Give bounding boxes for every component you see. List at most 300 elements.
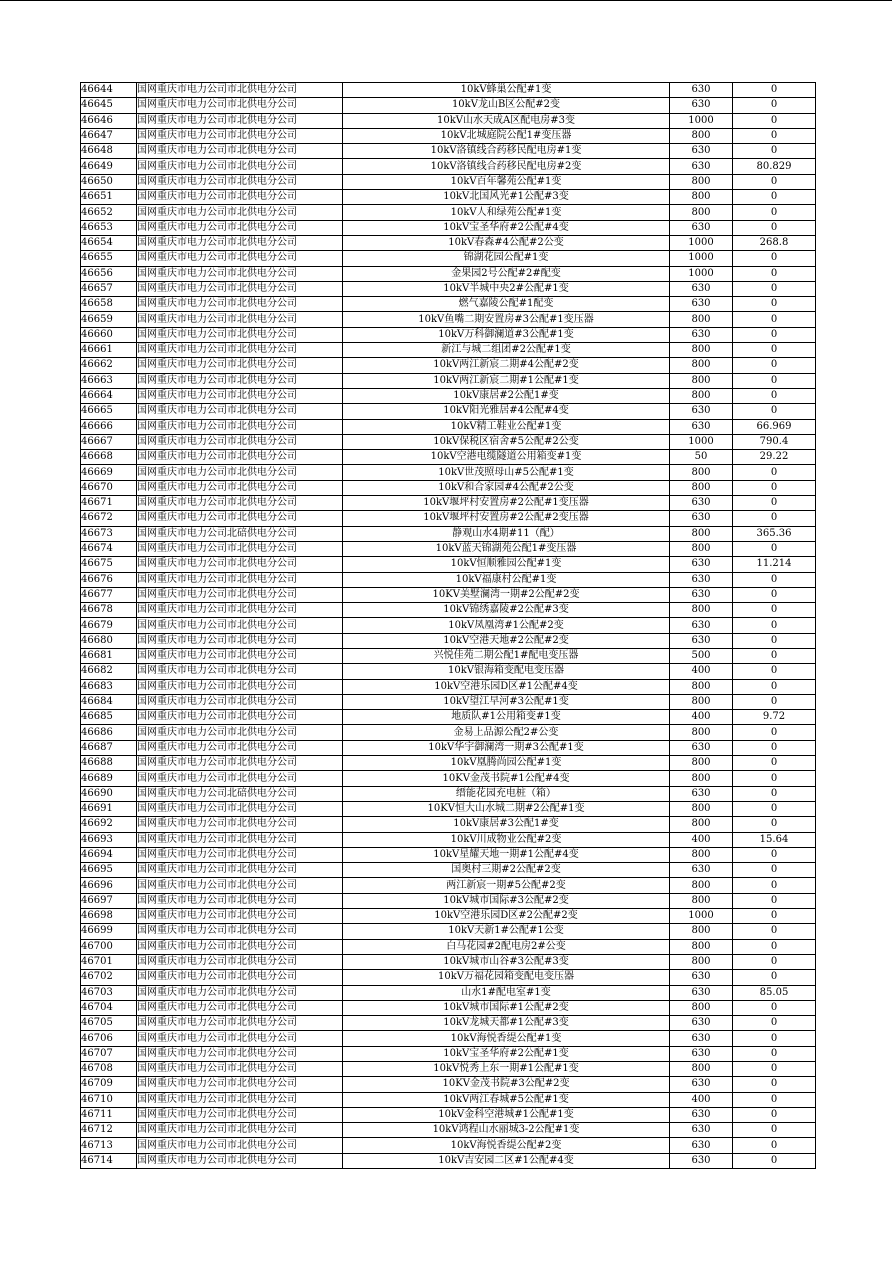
load-value: 11.214	[733, 557, 816, 572]
load-value: 0	[733, 694, 816, 709]
table-row	[81, 480, 816, 495]
company-name: 国网重庆市电力公司市北供电分公司	[137, 847, 343, 862]
capacity-value: 800	[670, 526, 733, 541]
capacity-value: 630	[670, 419, 733, 434]
transformer-name: 10kV凤凰湾#1公配#2变	[343, 618, 670, 633]
load-value: 0	[733, 847, 816, 862]
load-value: 0	[733, 1138, 816, 1153]
transformer-name: 缙能花园充电桩（箱）	[343, 786, 670, 801]
company-name: 国网重庆市电力公司市北供电分公司	[137, 327, 343, 342]
company-name: 国网重庆市电力公司市北供电分公司	[137, 1000, 343, 1015]
table-row	[81, 358, 816, 373]
company-name: 国网重庆市电力公司市北供电分公司	[137, 557, 343, 572]
row-id: 46708	[81, 1062, 137, 1077]
load-value: 0	[733, 312, 816, 327]
row-id: 46661	[81, 343, 137, 358]
company-name: 国网重庆市电力公司市北供电分公司	[137, 817, 343, 832]
table-row	[81, 817, 816, 832]
load-value: 0	[733, 128, 816, 143]
row-id: 46658	[81, 297, 137, 312]
table-row	[81, 1031, 816, 1046]
transformer-name: 10kV星耀天地一期#1公配#4变	[343, 847, 670, 862]
row-id: 46659	[81, 312, 137, 327]
transformer-name: 10kV海悦香缇公配#1变	[343, 1031, 670, 1046]
row-id: 46710	[81, 1092, 137, 1107]
table-row	[81, 297, 816, 312]
transformer-name: 10kV半城中央2#公配#1变	[343, 281, 670, 296]
table-row	[81, 235, 816, 250]
company-name: 国网重庆市电力公司市北供电分公司	[137, 618, 343, 633]
transformer-name: 10kV洛镇线合药移民配电房#1变	[343, 144, 670, 159]
company-name: 国网重庆市电力公司市北供电分公司	[137, 572, 343, 587]
transformer-name: 10kV两江新宸二期#4公配#2变	[343, 358, 670, 373]
table-row	[81, 511, 816, 526]
company-name: 国网重庆市电力公司市北供电分公司	[137, 924, 343, 939]
row-id: 46705	[81, 1016, 137, 1031]
transformer-name: 10kV龙山B区公配#2变	[343, 98, 670, 113]
load-value: 85.05	[733, 985, 816, 1000]
load-value: 0	[733, 603, 816, 618]
transformer-name: 兴悦佳苑二期公配1#配电变压器	[343, 648, 670, 663]
row-id: 46687	[81, 740, 137, 755]
table-row	[81, 939, 816, 954]
company-name: 国网重庆市电力公司市北供电分公司	[137, 373, 343, 388]
load-value: 0	[733, 1077, 816, 1092]
table-row	[81, 526, 816, 541]
transformer-name: 10kV银海箱变配电变压器	[343, 664, 670, 679]
table-row	[81, 557, 816, 572]
capacity-value: 630	[670, 404, 733, 419]
capacity-value: 800	[670, 679, 733, 694]
capacity-value: 630	[670, 327, 733, 342]
row-id: 46666	[81, 419, 137, 434]
load-value: 0	[733, 281, 816, 296]
company-name: 国网重庆市电力公司市北供电分公司	[137, 878, 343, 893]
capacity-value: 630	[670, 496, 733, 511]
company-name: 国网重庆市电力公司市北供电分公司	[137, 251, 343, 266]
capacity-value: 1000	[670, 909, 733, 924]
table-row	[81, 924, 816, 939]
table-row	[81, 174, 816, 189]
transformer-name: 10kV北国风光#1公配#3变	[343, 190, 670, 205]
capacity-value: 630	[670, 1077, 733, 1092]
load-value: 0	[733, 113, 816, 128]
transformer-name: 10kV百年馨苑公配#1变	[343, 174, 670, 189]
table-row	[81, 1123, 816, 1138]
transformer-name: 10kV山水天成A区配电房#3变	[343, 113, 670, 128]
row-id: 46685	[81, 710, 137, 725]
load-value: 0	[733, 1000, 816, 1015]
transformer-name: 10kV川成物业公配#2变	[343, 832, 670, 847]
transformer-name: 10kV鸿程山水丽城3-2公配#1变	[343, 1123, 670, 1138]
transformer-name: 10kV世茂照母山#5公配#1变	[343, 465, 670, 480]
row-id: 46693	[81, 832, 137, 847]
table-row	[81, 1062, 816, 1077]
transformer-name: 10kV北城庭院公配1#变压器	[343, 128, 670, 143]
row-id: 46691	[81, 801, 137, 816]
transformer-name: 10kV春森#4公配#2公变	[343, 235, 670, 250]
table-row	[81, 450, 816, 465]
load-value: 0	[733, 648, 816, 663]
company-name: 国网重庆市电力公司北碚供电分公司	[137, 786, 343, 801]
table-row	[81, 83, 816, 98]
table-row	[81, 404, 816, 419]
company-name: 国网重庆市电力公司市北供电分公司	[137, 159, 343, 174]
table-row	[81, 312, 816, 327]
company-name: 国网重庆市电力公司市北供电分公司	[137, 1092, 343, 1107]
row-id: 46647	[81, 128, 137, 143]
capacity-value: 800	[670, 358, 733, 373]
row-id: 46681	[81, 648, 137, 663]
load-value: 0	[733, 1046, 816, 1061]
transformer-name: 10kV华宇御澜湾一期#3公配#1变	[343, 740, 670, 755]
transformer-name: 10KV恒大山水城二期#2公配#1变	[343, 801, 670, 816]
company-name: 国网重庆市电力公司市北供电分公司	[137, 985, 343, 1000]
company-name: 国网重庆市电力公司市北供电分公司	[137, 939, 343, 954]
company-name: 国网重庆市电力公司市北供电分公司	[137, 404, 343, 419]
capacity-value: 630	[670, 863, 733, 878]
capacity-value: 630	[670, 633, 733, 648]
transformer-name: 10kV蓝天锦湖苑公配1#变压器	[343, 541, 670, 556]
capacity-value: 1000	[670, 266, 733, 281]
capacity-value: 800	[670, 878, 733, 893]
row-id: 46682	[81, 664, 137, 679]
company-name: 国网重庆市电力公司市北供电分公司	[137, 297, 343, 312]
capacity-value: 800	[670, 312, 733, 327]
company-name: 国网重庆市电力公司市北供电分公司	[137, 511, 343, 526]
load-value: 0	[733, 144, 816, 159]
capacity-value: 800	[670, 893, 733, 908]
company-name: 国网重庆市电力公司市北供电分公司	[137, 541, 343, 556]
transformer-name: 10kV空港天地#2公配#2变	[343, 633, 670, 648]
row-id: 46674	[81, 541, 137, 556]
table-row	[81, 128, 816, 143]
company-name: 国网重庆市电力公司市北供电分公司	[137, 603, 343, 618]
page-top-rule	[0, 0, 892, 1]
transformer-name: 10kV康居#3公配1#变	[343, 817, 670, 832]
company-name: 国网重庆市电力公司市北供电分公司	[137, 679, 343, 694]
capacity-value: 800	[670, 480, 733, 495]
capacity-value: 630	[670, 786, 733, 801]
company-name: 国网重庆市电力公司市北供电分公司	[137, 756, 343, 771]
capacity-value: 800	[670, 541, 733, 556]
row-id: 46662	[81, 358, 137, 373]
row-id: 46673	[81, 526, 137, 541]
capacity-value: 630	[670, 740, 733, 755]
company-name: 国网重庆市电力公司市北供电分公司	[137, 266, 343, 281]
table-row	[81, 572, 816, 587]
company-name: 国网重庆市电力公司市北供电分公司	[137, 1046, 343, 1061]
capacity-value: 1000	[670, 251, 733, 266]
capacity-value: 800	[670, 205, 733, 220]
load-value: 0	[733, 1153, 816, 1168]
load-value: 0	[733, 297, 816, 312]
row-id: 46664	[81, 388, 137, 403]
table-row	[81, 710, 816, 725]
row-id: 46707	[81, 1046, 137, 1061]
row-id: 46645	[81, 98, 137, 113]
capacity-value: 1000	[670, 235, 733, 250]
company-name: 国网重庆市电力公司北碚供电分公司	[137, 526, 343, 541]
load-value: 0	[733, 863, 816, 878]
load-value: 0	[733, 174, 816, 189]
capacity-value: 800	[670, 756, 733, 771]
capacity-value: 800	[670, 817, 733, 832]
transformer-name: 10kV宝圣华府#2公配#4变	[343, 220, 670, 235]
load-value: 0	[733, 970, 816, 985]
capacity-value: 630	[670, 1153, 733, 1168]
load-value: 0	[733, 404, 816, 419]
table-row	[81, 909, 816, 924]
table-row	[81, 648, 816, 663]
row-id: 46690	[81, 786, 137, 801]
load-value: 0	[733, 664, 816, 679]
row-id: 46644	[81, 83, 137, 98]
load-value: 0	[733, 633, 816, 648]
table-row	[81, 1016, 816, 1031]
company-name: 国网重庆市电力公司市北供电分公司	[137, 1107, 343, 1122]
transformer-name: 燃气嘉陵公配#1配变	[343, 297, 670, 312]
load-value: 0	[733, 725, 816, 740]
capacity-value: 630	[670, 220, 733, 235]
table-row	[81, 1107, 816, 1122]
row-id: 46702	[81, 970, 137, 985]
transformer-name: 10KV美墅澜湾一期#2公配#2变	[343, 587, 670, 602]
load-value: 790.4	[733, 434, 816, 449]
transformer-name: 10kV悦秀上东一期#1公配#1变	[343, 1062, 670, 1077]
transformer-name: 10kV和合家园#4公配#2公变	[343, 480, 670, 495]
table-row	[81, 541, 816, 556]
load-value: 0	[733, 924, 816, 939]
company-name: 国网重庆市电力公司市北供电分公司	[137, 419, 343, 434]
company-name: 国网重庆市电力公司市北供电分公司	[137, 771, 343, 786]
company-name: 国网重庆市电力公司市北供电分公司	[137, 832, 343, 847]
table-row	[81, 863, 816, 878]
table-row	[81, 1092, 816, 1107]
transformer-name: 10kV空港电缆隧道公用箱变#1变	[343, 450, 670, 465]
table-row	[81, 633, 816, 648]
capacity-value: 630	[670, 159, 733, 174]
capacity-value: 630	[670, 83, 733, 98]
table-row	[81, 190, 816, 205]
company-name: 国网重庆市电力公司市北供电分公司	[137, 740, 343, 755]
company-name: 国网重庆市电力公司市北供电分公司	[137, 587, 343, 602]
transformer-name: 10kV天新1#公配#1公变	[343, 924, 670, 939]
row-id: 46653	[81, 220, 137, 235]
transformer-name: 10kV蜂巢公配#1变	[343, 83, 670, 98]
row-id: 46696	[81, 878, 137, 893]
capacity-value: 630	[670, 511, 733, 526]
row-id: 46655	[81, 251, 137, 266]
capacity-value: 400	[670, 664, 733, 679]
load-value: 268.8	[733, 235, 816, 250]
transformer-name: 10kV福康村公配#1变	[343, 572, 670, 587]
row-id: 46679	[81, 618, 137, 633]
table-row	[81, 434, 816, 449]
row-id: 46663	[81, 373, 137, 388]
load-value: 0	[733, 1062, 816, 1077]
table-row	[81, 281, 816, 296]
capacity-value: 50	[670, 450, 733, 465]
row-id: 46689	[81, 771, 137, 786]
row-id: 46657	[81, 281, 137, 296]
load-value: 0	[733, 740, 816, 755]
company-name: 国网重庆市电力公司市北供电分公司	[137, 98, 343, 113]
row-id: 46669	[81, 465, 137, 480]
row-id: 46676	[81, 572, 137, 587]
row-id: 46694	[81, 847, 137, 862]
transformer-name: 10kV城市国际#1公配#2变	[343, 1000, 670, 1015]
load-value: 0	[733, 190, 816, 205]
row-id: 46650	[81, 174, 137, 189]
capacity-value: 630	[670, 1031, 733, 1046]
table-row	[81, 220, 816, 235]
row-id: 46692	[81, 817, 137, 832]
table-row	[81, 343, 816, 358]
load-value: 0	[733, 388, 816, 403]
row-id: 46654	[81, 235, 137, 250]
table-row	[81, 786, 816, 801]
capacity-value: 800	[670, 694, 733, 709]
company-name: 国网重庆市电力公司市北供电分公司	[137, 954, 343, 969]
row-id: 46675	[81, 557, 137, 572]
capacity-value: 1000	[670, 434, 733, 449]
row-id: 46677	[81, 587, 137, 602]
company-name: 国网重庆市电力公司市北供电分公司	[137, 235, 343, 250]
capacity-value: 800	[670, 128, 733, 143]
table-row	[81, 587, 816, 602]
capacity-value: 800	[670, 847, 733, 862]
capacity-value: 800	[670, 373, 733, 388]
table-row	[81, 388, 816, 403]
transformer-name: 10kV望江早河#3公配#1变	[343, 694, 670, 709]
capacity-value: 630	[670, 970, 733, 985]
transformer-name: 锦湖花园公配#1变	[343, 251, 670, 266]
table-row	[81, 159, 816, 174]
transformer-data-table	[80, 82, 816, 1169]
transformer-name: 10kV龙城天都#1公配#3变	[343, 1016, 670, 1031]
capacity-value: 630	[670, 1138, 733, 1153]
capacity-value: 630	[670, 281, 733, 296]
table-row	[81, 694, 816, 709]
transformer-name: 10kV康居#2公配1#变	[343, 388, 670, 403]
company-name: 国网重庆市电力公司市北供电分公司	[137, 174, 343, 189]
row-id: 46665	[81, 404, 137, 419]
transformer-name: 10kV堰坪村安置房#2公配#1变压器	[343, 496, 670, 511]
company-name: 国网重庆市电力公司市北供电分公司	[137, 144, 343, 159]
company-name: 国网重庆市电力公司市北供电分公司	[137, 113, 343, 128]
load-value: 365.36	[733, 526, 816, 541]
company-name: 国网重庆市电力公司市北供电分公司	[137, 281, 343, 296]
load-value: 80.829	[733, 159, 816, 174]
row-id: 46649	[81, 159, 137, 174]
company-name: 国网重庆市电力公司市北供电分公司	[137, 465, 343, 480]
transformer-name: 10kV万福花园箱变配电变压器	[343, 970, 670, 985]
load-value: 0	[733, 343, 816, 358]
table-row	[81, 725, 816, 740]
table-row	[81, 266, 816, 281]
row-id: 46660	[81, 327, 137, 342]
table-row	[81, 1046, 816, 1061]
capacity-value: 800	[670, 924, 733, 939]
row-id: 46686	[81, 725, 137, 740]
transformer-name: 10kV两江新宸二期#1公配#1变	[343, 373, 670, 388]
load-value: 0	[733, 496, 816, 511]
table-row	[81, 740, 816, 755]
row-id: 46712	[81, 1123, 137, 1138]
capacity-value: 400	[670, 1092, 733, 1107]
table-row	[81, 618, 816, 633]
row-id: 46688	[81, 756, 137, 771]
capacity-value: 800	[670, 174, 733, 189]
load-value: 0	[733, 541, 816, 556]
capacity-value: 630	[670, 587, 733, 602]
row-id: 46706	[81, 1031, 137, 1046]
transformer-name: 10kV吉安园二区#1公配#4变	[343, 1153, 670, 1168]
capacity-value: 400	[670, 832, 733, 847]
capacity-value: 630	[670, 985, 733, 1000]
capacity-value: 800	[670, 725, 733, 740]
company-name: 国网重庆市电力公司市北供电分公司	[137, 664, 343, 679]
company-name: 国网重庆市电力公司市北供电分公司	[137, 205, 343, 220]
table-row	[81, 756, 816, 771]
company-name: 国网重庆市电力公司市北供电分公司	[137, 388, 343, 403]
table-row	[81, 893, 816, 908]
row-id: 46646	[81, 113, 137, 128]
load-value: 0	[733, 220, 816, 235]
table-row	[81, 144, 816, 159]
row-id: 46656	[81, 266, 137, 281]
transformer-name: 地质队#1公用箱变#1变	[343, 710, 670, 725]
table-row	[81, 419, 816, 434]
company-name: 国网重庆市电力公司市北供电分公司	[137, 648, 343, 663]
company-name: 国网重庆市电力公司市北供电分公司	[137, 1138, 343, 1153]
capacity-value: 630	[670, 1123, 733, 1138]
load-value: 29.22	[733, 450, 816, 465]
load-value: 0	[733, 939, 816, 954]
load-value: 0	[733, 465, 816, 480]
capacity-value: 500	[670, 648, 733, 663]
capacity-value: 400	[670, 710, 733, 725]
capacity-value: 800	[670, 190, 733, 205]
capacity-value: 630	[670, 618, 733, 633]
load-value: 0	[733, 618, 816, 633]
transformer-name: 10KV金茂书院#3公配#2变	[343, 1077, 670, 1092]
capacity-value: 800	[670, 1000, 733, 1015]
transformer-name: 10kV空港乐园D区#2公配#2变	[343, 909, 670, 924]
company-name: 国网重庆市电力公司市北供电分公司	[137, 725, 343, 740]
transformer-name: 10kV保税区宿舍#5公配#2公变	[343, 434, 670, 449]
load-value: 0	[733, 98, 816, 113]
capacity-value: 800	[670, 388, 733, 403]
company-name: 国网重庆市电力公司市北供电分公司	[137, 633, 343, 648]
transformer-name: 金果园2号公配#2#配变	[343, 266, 670, 281]
row-id: 46700	[81, 939, 137, 954]
table-row	[81, 801, 816, 816]
table-body	[81, 83, 816, 1169]
table-row	[81, 327, 816, 342]
row-id: 46703	[81, 985, 137, 1000]
capacity-value: 1000	[670, 113, 733, 128]
row-id: 46709	[81, 1077, 137, 1092]
row-id: 46680	[81, 633, 137, 648]
company-name: 国网重庆市电力公司市北供电分公司	[137, 710, 343, 725]
load-value: 0	[733, 587, 816, 602]
load-value: 0	[733, 205, 816, 220]
company-name: 国网重庆市电力公司市北供电分公司	[137, 909, 343, 924]
transformer-name: 新江与城二组团#2公配#1变	[343, 343, 670, 358]
row-id: 46699	[81, 924, 137, 939]
